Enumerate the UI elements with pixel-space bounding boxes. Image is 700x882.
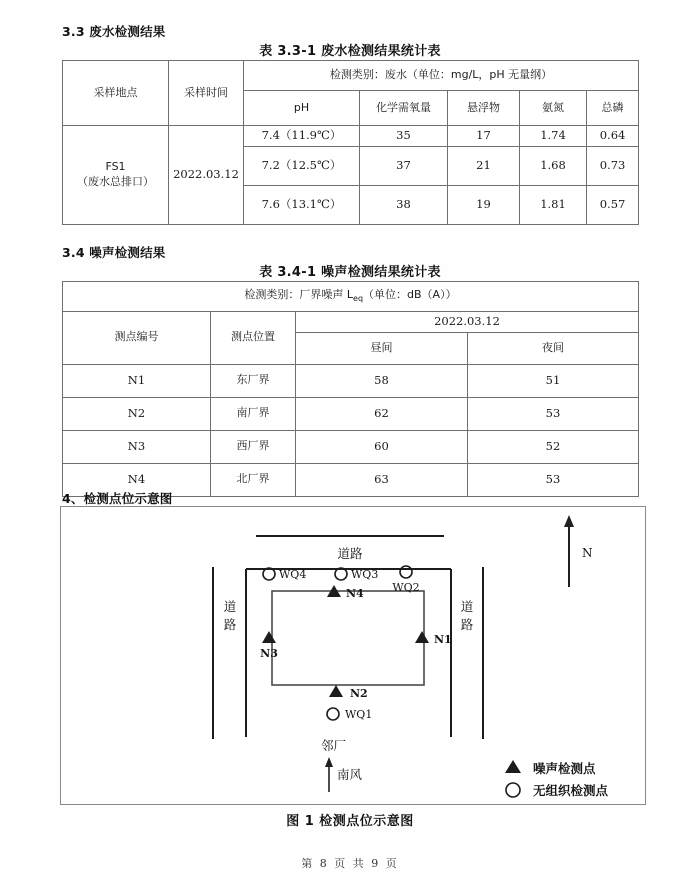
legend-triangle-icon: [505, 760, 521, 773]
cell-ss: 17: [448, 126, 520, 147]
cell-nh3n: 1.74: [520, 126, 587, 147]
cell-nighttime-value: 53: [468, 397, 639, 430]
noise-category-pre: 检测类别：厂界噪声 L: [244, 288, 354, 301]
cell-cod: 37: [360, 146, 448, 185]
header-sampling-location: 采样地点: [63, 61, 169, 126]
header-detection-category: [63, 282, 639, 312]
header-point-id: 测点编号: [63, 312, 211, 365]
table-header-row: [63, 61, 639, 91]
triangle-icon-n1: [415, 631, 429, 643]
diagram-section-heading: 4、检测点位示意图: [62, 491, 173, 506]
header-detection-category: 检测类别：废水（单位：mg/L，pH 无量纲）: [244, 61, 639, 91]
cell-ph: 7.6（13.1℃）: [244, 185, 360, 224]
cell-point-id: N4: [63, 463, 211, 496]
cell-cod: 35: [360, 126, 448, 147]
north-arrow-icon: [564, 515, 574, 587]
circle-icon-wq2: [400, 566, 412, 578]
cell-daytime-value: 58: [296, 364, 468, 397]
point-label-wq1: WQ1: [345, 708, 373, 721]
cell-ss: 21: [448, 146, 520, 185]
header-param-cod: 化学需氧量: [360, 91, 448, 126]
noise-category-post: （单位：dB（A））: [363, 288, 457, 301]
header-daytime: 昼间: [296, 332, 468, 364]
noise-results-table: [62, 281, 639, 497]
point-label-n3: N3: [260, 647, 278, 660]
header-param-tp: 总磷: [587, 91, 639, 126]
noise-section-heading: 3.4 噪声检测结果: [62, 245, 166, 260]
factory-boundary: [272, 591, 424, 685]
cell-point-location: 南厂界: [211, 397, 296, 430]
north-label: N: [582, 546, 593, 560]
header-point-location: 测点位置: [211, 312, 296, 365]
cell-tp: 0.64: [587, 126, 639, 147]
cell-point-location: 东厂界: [211, 364, 296, 397]
left-road-label-char2: 路: [223, 617, 237, 632]
point-label-n2: N2: [350, 687, 368, 700]
cell-ph: 7.2（12.5℃）: [244, 146, 360, 185]
wastewater-results-table: [62, 60, 639, 225]
cell-point-id: N2: [63, 397, 211, 430]
right-road-label-char2: 路: [460, 617, 474, 632]
point-label-n4: N4: [346, 587, 364, 600]
header-sampling-time: 采样时间: [169, 61, 244, 126]
cell-ss: 19: [448, 185, 520, 224]
location-code: FS1: [105, 159, 126, 173]
page-footer: 第 8 页 共 9 页: [301, 857, 399, 870]
header-param-ss: 悬浮物: [448, 91, 520, 126]
cell-location: [63, 126, 169, 225]
cell-nighttime-value: 51: [468, 364, 639, 397]
wind-direction-arrow-icon: [325, 757, 333, 792]
cell-nighttime-value: 52: [468, 430, 639, 463]
legend-circle-icon: [506, 783, 520, 797]
table-row: [63, 430, 639, 463]
header-param-ph: pH: [244, 91, 360, 126]
point-label-n1: N1: [434, 633, 452, 646]
cell-daytime-value: 62: [296, 397, 468, 430]
header-nighttime: 夜间: [468, 332, 639, 364]
location-description: （废水总排口）: [77, 174, 154, 188]
table-row: [63, 364, 639, 397]
header-param-nh3n: 氨氮: [520, 91, 587, 126]
right-road-label-char1: 道: [460, 599, 474, 614]
point-label-wq3: WQ3: [351, 568, 379, 581]
cell-nh3n: 1.81: [520, 185, 587, 224]
monitoring-points-diagram: [60, 506, 646, 805]
cell-nh3n: 1.68: [520, 146, 587, 185]
cell-ph: 7.4（11.9℃）: [244, 126, 360, 147]
cell-cod: 38: [360, 185, 448, 224]
table-row: [63, 397, 639, 430]
table-subheader-row: [63, 312, 639, 333]
triangle-icon-n3: [262, 631, 276, 643]
wind-direction-label: 南风: [337, 767, 363, 782]
table-row: [63, 126, 639, 147]
cell-tp: 0.73: [587, 146, 639, 185]
noise-category-subscript: eq: [353, 294, 364, 304]
table-header-row: [63, 282, 639, 312]
point-label-wq2: WQ2: [392, 581, 420, 594]
wastewater-section-heading: 3.3 废水检测结果: [62, 24, 166, 39]
cell-point-id: N3: [63, 430, 211, 463]
left-road-label-char1: 道: [223, 599, 237, 614]
legend-unorganized-label: 无组织检测点: [533, 783, 609, 798]
cell-point-location: 北厂界: [211, 463, 296, 496]
noise-table-caption: 表 3.4-1 噪声检测结果统计表: [259, 265, 441, 280]
legend-noise-label: 噪声检测点: [533, 761, 596, 776]
cell-sampling-date: 2022.03.12: [169, 126, 244, 225]
circle-icon-wq1: [327, 708, 339, 720]
diagram-canvas: [61, 507, 645, 804]
cell-daytime-value: 63: [296, 463, 468, 496]
neighbor-plant-label: 邻厂: [321, 738, 347, 753]
point-label-wq4: WQ4: [279, 568, 307, 581]
wastewater-table-caption: 表 3.3-1 废水检测结果统计表: [259, 44, 441, 59]
top-road-label: 道路: [337, 546, 363, 561]
cell-tp: 0.57: [587, 185, 639, 224]
figure-caption: 图 1 检测点位示意图: [286, 814, 414, 829]
cell-point-location: 西厂界: [211, 430, 296, 463]
cell-daytime-value: 60: [296, 430, 468, 463]
cell-point-id: N1: [63, 364, 211, 397]
header-measure-date: 2022.03.12: [296, 312, 639, 333]
cell-nighttime-value: 53: [468, 463, 639, 496]
triangle-icon-n2: [329, 685, 343, 697]
